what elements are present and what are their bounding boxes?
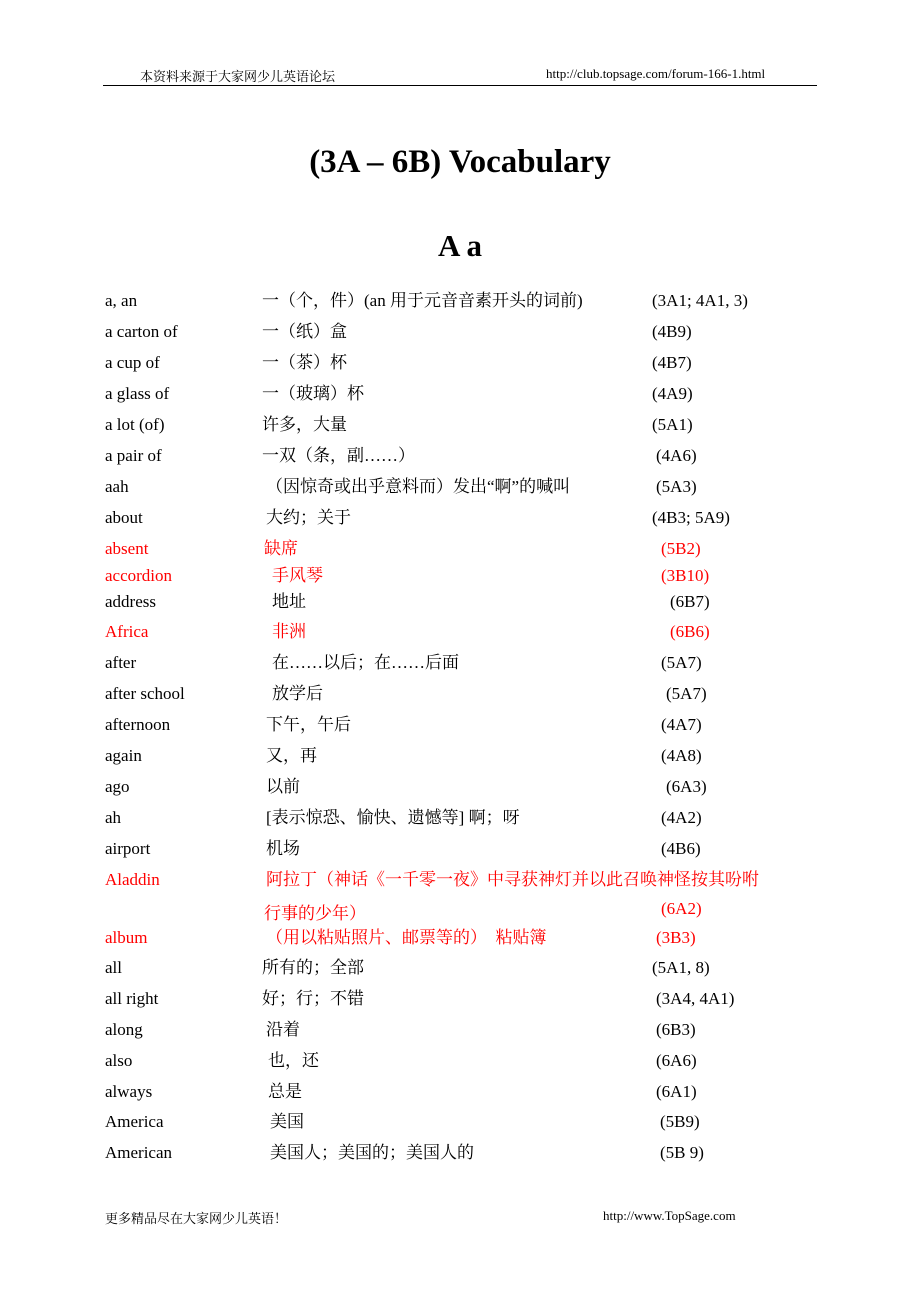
entry-meaning: 以前: [266, 777, 300, 796]
entry-word: ah: [105, 808, 122, 827]
header-source-text: 本资料来源于大家网少儿英语论坛: [140, 69, 336, 84]
entry-meaning: 美国: [270, 1112, 304, 1131]
vocab-entry: [0, 1050, 920, 1076]
entry-unit: (3B10): [661, 566, 710, 585]
entry-meaning: 在……以后；在……后面: [272, 653, 459, 672]
entry-meaning: 许多，大量: [262, 415, 347, 434]
entry-meaning: 缺席: [264, 539, 298, 558]
vocab-entry: [0, 683, 920, 709]
entry-word: always: [105, 1082, 153, 1101]
header-url-link[interactable]: http://club.topsage.com/forum-166-1.html: [546, 66, 766, 81]
entry-unit: (3A4, 4A1): [656, 989, 735, 1008]
entry-unit: (3A1; 4A1, 3): [652, 291, 748, 310]
entry-unit: (4B7): [652, 353, 692, 372]
entry-meaning: 放学后: [272, 684, 323, 703]
entry-unit: (4A6): [656, 446, 697, 465]
entry-meaning: 手风琴: [272, 566, 323, 585]
entry-unit: (5B2): [661, 539, 701, 558]
entry-word: a glass of: [105, 384, 170, 403]
entry-word: American: [105, 1143, 173, 1162]
entry-meaning: 沿着: [266, 1020, 300, 1039]
vocab-entry: [0, 321, 920, 347]
entry-unit: (6A1): [656, 1082, 697, 1101]
entry-word: all: [105, 958, 122, 977]
vocab-entry: [0, 290, 920, 316]
entry-unit: (4B6): [661, 839, 701, 858]
entry-meaning: 一（个，件）(an 用于元音音素开头的词前): [262, 291, 583, 310]
entry-unit: (6B6): [670, 622, 710, 641]
entry-meaning: 一（纸）盒: [262, 322, 347, 341]
vocab-entry: [0, 807, 920, 833]
vocab-entry: [0, 927, 920, 953]
section-letter-heading: A a: [438, 228, 482, 263]
entry-meaning: 下午，午后: [266, 715, 351, 734]
entry-unit: (6B7): [670, 592, 710, 611]
entry-meaning: 所有的；全部: [262, 958, 364, 977]
entry-unit: (4B9): [652, 322, 692, 341]
vocab-entry: [0, 445, 920, 471]
entry-word: also: [105, 1051, 133, 1070]
vocab-entry: [0, 476, 920, 502]
entry-unit: (4A9): [652, 384, 693, 403]
entry-unit: (6A2): [661, 899, 702, 918]
entry-word: aah: [105, 477, 129, 496]
entry-word: along: [105, 1020, 143, 1039]
entry-word: Africa: [105, 622, 149, 641]
entry-word: airport: [105, 839, 151, 858]
vocab-entry: [0, 414, 920, 440]
entry-word: after: [105, 653, 137, 672]
entry-meaning: 好；行；不错: [262, 989, 364, 1008]
vocab-entry: [0, 1142, 920, 1168]
entry-meaning: 阿拉丁（神话《一千零一夜》中寻获神灯并以此召唤神怪按其吩咐: [266, 870, 759, 889]
header-divider: [103, 85, 817, 86]
entry-word: about: [105, 508, 143, 527]
vocab-entry: [0, 957, 920, 983]
vocab-entry: [0, 538, 920, 564]
vocab-entry: [0, 776, 920, 802]
vocab-entry: [0, 838, 920, 864]
entry-meaning: 美国人；美国的；美国人的: [270, 1143, 474, 1162]
entry-word: a pair of: [105, 446, 162, 465]
entry-meaning: 一双（条，副……）: [262, 446, 415, 465]
page-title: (3A – 6B) Vocabulary: [309, 144, 611, 180]
footer-promo-text: 更多精品尽在大家网少儿英语！: [105, 1211, 288, 1226]
entry-meaning-continued: 行事的少年）: [264, 904, 366, 923]
entry-meaning: 机场: [266, 839, 300, 858]
entry-word: accordion: [105, 566, 173, 585]
entry-word: ago: [105, 777, 130, 796]
entry-unit: (4B3; 5A9): [652, 508, 730, 527]
entry-unit: (5A3): [656, 477, 697, 496]
vocab-entry: [0, 507, 920, 533]
vocab-entry: [0, 591, 920, 617]
vocab-entry: [0, 988, 920, 1014]
entry-meaning: （用以粘贴照片、邮票等的） 粘贴簿: [266, 928, 547, 947]
vocab-entry: [0, 1111, 920, 1137]
entry-unit: (3B3): [656, 928, 696, 947]
entry-meaning: 一（玻璃）杯: [262, 384, 364, 403]
entry-meaning: 又，再: [266, 746, 317, 765]
entry-unit: (5B 9): [660, 1143, 704, 1162]
vocab-entry: [0, 352, 920, 378]
entry-unit: (5A7): [661, 653, 702, 672]
entry-word: all right: [105, 989, 159, 1008]
entry-word: absent: [105, 539, 149, 558]
entry-word: after school: [105, 684, 185, 703]
entry-word: America: [105, 1112, 164, 1131]
entry-unit: (6A3): [666, 777, 707, 796]
entry-unit: (4A2): [661, 808, 702, 827]
entry-word: album: [105, 928, 148, 947]
vocab-entry: [0, 565, 920, 591]
entry-word: a carton of: [105, 322, 178, 341]
vocab-entry: [0, 1019, 920, 1045]
entry-word: a cup of: [105, 353, 160, 372]
entry-word: afternoon: [105, 715, 171, 734]
entry-word: address: [105, 592, 156, 611]
entry-meaning: [表示惊恐、愉快、遗憾等] 啊；呀: [266, 808, 520, 827]
vocab-entry: [0, 652, 920, 678]
vocab-entry: [0, 1081, 920, 1107]
entry-meaning: 大约；关于: [266, 508, 351, 527]
entry-meaning: （因惊奇或出乎意料而）发出“啊”的喊叫: [266, 477, 571, 496]
entry-unit: (6B3): [656, 1020, 696, 1039]
entry-meaning: 也，还: [268, 1051, 319, 1070]
footer-url-link[interactable]: http://www.TopSage.com: [603, 1208, 736, 1223]
vocab-entry: [0, 383, 920, 409]
entry-meaning: 地址: [272, 592, 306, 611]
entry-meaning: 非洲: [272, 622, 306, 641]
entry-unit: (6A6): [656, 1051, 697, 1070]
vocab-entry: [0, 745, 920, 771]
entry-word: a, an: [105, 291, 138, 310]
entry-unit: (5A1, 8): [652, 958, 710, 977]
vocab-entry: [0, 869, 920, 895]
entry-meaning: 总是: [268, 1082, 302, 1101]
entry-word: Aladdin: [105, 870, 160, 889]
entry-meaning: 一（茶）杯: [262, 353, 347, 372]
entry-unit: (5A1): [652, 415, 693, 434]
entry-unit: (5A7): [666, 684, 707, 703]
entry-unit: (5B9): [660, 1112, 700, 1131]
entry-word: again: [105, 746, 142, 765]
vocab-entry: [0, 621, 920, 647]
entry-unit: (4A7): [661, 715, 702, 734]
vocab-entry: [0, 714, 920, 740]
entry-word: a lot (of): [105, 415, 165, 434]
entry-unit: (4A8): [661, 746, 702, 765]
